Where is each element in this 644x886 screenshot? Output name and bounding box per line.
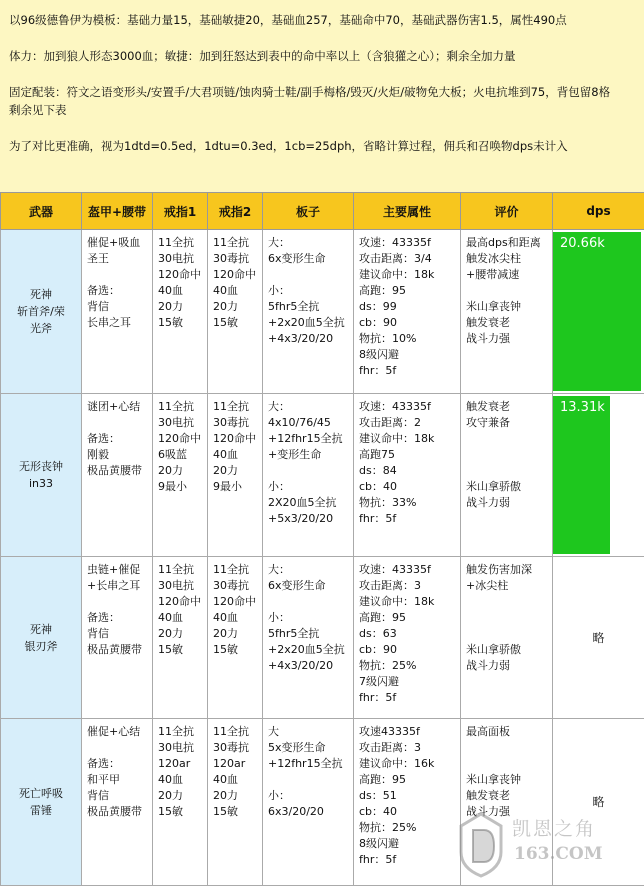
cell-line: 攻击距离：3	[359, 578, 456, 594]
cell-line: 银刃斧	[3, 638, 79, 655]
cell-line: 40血	[213, 772, 258, 788]
cell-line: 虫链+催促	[87, 562, 148, 578]
cell-line: 11全抗	[213, 399, 258, 415]
cell-line: 15敏	[213, 804, 258, 820]
table-row	[1, 230, 644, 394]
cell-line: 15敏	[213, 315, 258, 331]
cell-line: in33	[3, 475, 79, 492]
cell-line: 20力	[158, 788, 203, 804]
cell-line: 高跑：95	[359, 283, 456, 299]
cell-line: 30电抗	[158, 578, 203, 594]
cell-line: +5x3/20/20	[268, 511, 349, 527]
charm-board-cell	[263, 230, 354, 394]
cell-line: 7级闪避	[359, 674, 456, 690]
cell-line: 和平甲	[87, 772, 148, 788]
cell-line: 11全抗	[213, 562, 258, 578]
cell-line: 攻击距离：3/4	[359, 251, 456, 267]
cell-line: 40血	[158, 772, 203, 788]
cell-line: 大	[268, 724, 349, 740]
cell-line: 死神	[3, 286, 79, 303]
cell-line: 11全抗	[213, 235, 258, 251]
cell-line: 攻击距离：3	[359, 740, 456, 756]
weapon-cell	[1, 394, 82, 557]
intro-notes	[0, 0, 644, 192]
spacer	[466, 626, 548, 642]
cell-line: 120命中	[158, 431, 203, 447]
watermark-domain: 163.COM	[514, 844, 603, 864]
cell-line: 20力	[213, 626, 258, 642]
cell-line: 15敏	[158, 642, 203, 658]
cell-line: fhr：5f	[359, 690, 456, 706]
cell-line: +冰尖柱	[466, 578, 548, 594]
dps-bar: 13.31k	[553, 396, 610, 554]
cell-line: 物抗：25%	[359, 820, 456, 836]
cell-line: 米山拿骄傲	[466, 642, 548, 658]
cell-line: fhr：5f	[359, 852, 456, 868]
cell-line: cb：40	[359, 479, 456, 495]
cell-line: +12fhr15全抗	[268, 431, 349, 447]
cell-line: 40血	[213, 447, 258, 463]
dps-cell	[553, 557, 644, 719]
cell-line: fhr：5f	[359, 511, 456, 527]
column-header-armor: 盔甲+腰带	[82, 193, 153, 230]
cell-line: ds：63	[359, 626, 456, 642]
cell-line: 6x变形生命	[268, 578, 349, 594]
intro-gear-line	[9, 83, 638, 119]
intro-template-line: 以96级德鲁伊为模板：基础力量15，基础敏捷20，基础血257，基础命中70，基础武器伤害1.5，属性490点	[9, 11, 638, 29]
dps-bar: 20.66k	[553, 232, 641, 391]
cell-line: 备选：	[87, 756, 148, 772]
cell-line: +2x20血5全抗	[268, 642, 349, 658]
cell-line: 40血	[213, 610, 258, 626]
cell-line: 备选：	[87, 431, 148, 447]
cell-line: 建议命中：18k	[359, 267, 456, 283]
cell-line: ds：99	[359, 299, 456, 315]
cell-line: 大：	[268, 235, 349, 251]
cell-line: 背信	[87, 788, 148, 804]
cell-line: fhr：5f	[359, 363, 456, 379]
cell-line: 120命中	[158, 267, 203, 283]
cell-line: 攻击距离：2	[359, 415, 456, 431]
cell-line: 9最小	[213, 479, 258, 495]
cell-line: 战斗力强	[466, 804, 548, 820]
main-stats-cell	[354, 557, 461, 719]
cell-line: 战斗力弱	[466, 495, 548, 511]
armor-belt-cell	[82, 394, 153, 557]
build-comparison-table	[0, 192, 644, 886]
cell-line: 背信	[87, 626, 148, 642]
dps-omitted-label: 略	[553, 557, 644, 718]
column-header-eval: 评价	[461, 193, 553, 230]
cell-line: 15敏	[158, 804, 203, 820]
cell-line: 40血	[158, 610, 203, 626]
cell-line: 雷锤	[3, 802, 79, 819]
spacer	[87, 267, 148, 283]
cell-line: 物抗：25%	[359, 658, 456, 674]
cell-line: 攻守兼备	[466, 415, 548, 431]
spacer	[466, 594, 548, 610]
cell-line: 死亡呼吸	[3, 785, 79, 802]
cell-line: 15敏	[158, 315, 203, 331]
spacer	[466, 431, 548, 447]
cell-line: 20力	[158, 463, 203, 479]
cell-line: 30电抗	[158, 251, 203, 267]
cell-line: 高跑：95	[359, 772, 456, 788]
cell-line: +长串之耳	[87, 578, 148, 594]
cell-line: 9最小	[158, 479, 203, 495]
column-header-stats: 主要属性	[354, 193, 461, 230]
cell-line: +变形生命	[268, 447, 349, 463]
charm-board-cell	[263, 719, 354, 886]
spacer	[268, 772, 349, 788]
main-stats-cell	[354, 230, 461, 394]
column-header-ring2: 戒指2	[208, 193, 263, 230]
spacer	[87, 415, 148, 431]
cell-line: cb：90	[359, 315, 456, 331]
intro-assumption-line: 为了对比更准确，视为1dtd=0.5ed，1dtu=0.3ed，1cb=25dph，省略计算过程，佣兵和召唤物dps未计入	[9, 137, 638, 155]
spacer	[268, 594, 349, 610]
spacer	[268, 267, 349, 283]
cell-line: 30电抗	[158, 740, 203, 756]
dps-omitted-label: 略	[553, 719, 644, 885]
cell-line: 备选：	[87, 283, 148, 299]
cell-line: 极品黄腰带	[87, 642, 148, 658]
cell-line: 无形丧钟	[3, 458, 79, 475]
cell-line: 30毒抗	[213, 740, 258, 756]
weapon-cell	[1, 719, 82, 886]
cell-line: 小：	[268, 283, 349, 299]
cell-line: 20力	[213, 463, 258, 479]
cell-line: 120命中	[213, 594, 258, 610]
cell-line: 40血	[213, 283, 258, 299]
intro-allocation-line: 体力：加到狼人形态3000血；敏捷：加到狂怒达到表中的命中率以上（含狼獾之心）；剩余全加力量	[9, 47, 638, 65]
cell-line: 斩首斧/荣	[3, 303, 79, 320]
cell-line: 光斧	[3, 320, 79, 337]
ring2-cell	[208, 557, 263, 719]
cell-line: 30毒抗	[213, 578, 258, 594]
cell-line: 战斗力弱	[466, 658, 548, 674]
cell-line: 高跑：95	[359, 610, 456, 626]
cell-line: 20力	[158, 626, 203, 642]
cell-line: 5fhr5全抗	[268, 626, 349, 642]
table-row	[1, 719, 644, 886]
spacer	[466, 740, 548, 756]
spacer	[268, 463, 349, 479]
cell-line: 20力	[158, 299, 203, 315]
spacer	[466, 610, 548, 626]
cell-line: 6吸蓝	[158, 447, 203, 463]
cell-line: +腰带减速	[466, 267, 548, 283]
cell-line: 谜团+心结	[87, 399, 148, 415]
cell-line: 极品黄腰带	[87, 804, 148, 820]
cell-line: 11全抗	[158, 399, 203, 415]
cell-line: 小：	[268, 788, 349, 804]
cell-line: ds：84	[359, 463, 456, 479]
charm-board-cell	[263, 394, 354, 557]
armor-belt-cell	[82, 557, 153, 719]
cell-line: ds：51	[359, 788, 456, 804]
armor-belt-cell	[82, 719, 153, 886]
cell-line: 40血	[158, 283, 203, 299]
cell-line: 攻速：43335f	[359, 562, 456, 578]
ring2-cell	[208, 394, 263, 557]
dps-cell	[553, 230, 644, 394]
cell-line: 8级闪避	[359, 836, 456, 852]
spacer	[466, 447, 548, 463]
cell-line: 死神	[3, 621, 79, 638]
evaluation-cell	[461, 557, 553, 719]
table-header-row	[1, 193, 644, 230]
evaluation-cell	[461, 394, 553, 557]
main-stats-cell	[354, 719, 461, 886]
cell-line: 极品黄腰带	[87, 463, 148, 479]
cell-line: 触发衰老	[466, 315, 548, 331]
cell-line: 背信	[87, 299, 148, 315]
cell-line: 米山拿骄傲	[466, 479, 548, 495]
intro-gear-text: 固定配装：符文之语变形头/安置手/大君项链/蚀肉骑士鞋/副手梅格/毁灭/火炬/破物免大板；火电抗堆到75，背包留8格	[9, 85, 610, 99]
weapon-cell	[1, 557, 82, 719]
cell-line: 30电抗	[158, 415, 203, 431]
column-header-ring1: 戒指1	[153, 193, 208, 230]
cell-line: 小：	[268, 610, 349, 626]
cell-line: 30毒抗	[213, 251, 258, 267]
cell-line: +4x3/20/20	[268, 658, 349, 674]
cell-line: 攻速：43335f	[359, 399, 456, 415]
main-stats-cell	[354, 394, 461, 557]
cell-line: 备选：	[87, 610, 148, 626]
cell-line: 米山拿丧钟	[466, 772, 548, 788]
cell-line: 长串之耳	[87, 315, 148, 331]
cell-line: 最高面板	[466, 724, 548, 740]
cell-line: 11全抗	[158, 562, 203, 578]
cell-line: 20力	[213, 299, 258, 315]
table-row	[1, 394, 644, 557]
cell-line: 5fhr5全抗	[268, 299, 349, 315]
cell-line: 120ar	[213, 756, 258, 772]
watermark-text: 凯恩之角	[512, 814, 596, 841]
ring1-cell	[153, 557, 208, 719]
cell-line: 催促+吸血	[87, 235, 148, 251]
cell-line: 6x变形生命	[268, 251, 349, 267]
spacer	[466, 283, 548, 299]
cell-line: 建议命中：18k	[359, 431, 456, 447]
cell-line: 物抗：10%	[359, 331, 456, 347]
cell-line: 触发衰老	[466, 788, 548, 804]
dps-cell	[553, 719, 644, 886]
spacer	[466, 756, 548, 772]
cell-line: cb：90	[359, 642, 456, 658]
evaluation-cell	[461, 719, 553, 886]
cell-line: 触发衰老	[466, 399, 548, 415]
spacer	[87, 740, 148, 756]
column-header-dps: dps	[553, 193, 644, 230]
spacer	[87, 594, 148, 610]
intro-gear-rest: 剩余见下表	[9, 103, 67, 117]
cell-line: +12fhr15全抗	[268, 756, 349, 772]
cell-line: 120命中	[213, 431, 258, 447]
cell-line: 2X20血5全抗	[268, 495, 349, 511]
cell-line: 战斗力强	[466, 331, 548, 347]
table-row	[1, 557, 644, 719]
evaluation-cell	[461, 230, 553, 394]
ring1-cell	[153, 394, 208, 557]
cell-line: 催促+心结	[87, 724, 148, 740]
cell-line: cb：40	[359, 804, 456, 820]
cell-line: 8级闪避	[359, 347, 456, 363]
cell-line: +2x20血5全抗	[268, 315, 349, 331]
ring1-cell	[153, 719, 208, 886]
cell-line: 触发伤害加深	[466, 562, 548, 578]
cell-line: 11全抗	[158, 235, 203, 251]
cell-line: 15敏	[213, 642, 258, 658]
cell-line: 20力	[213, 788, 258, 804]
cell-line: 最高dps和距离	[466, 235, 548, 251]
cell-line: 11全抗	[213, 724, 258, 740]
cell-line: 120命中	[158, 594, 203, 610]
cell-line: 触发冰尖柱	[466, 251, 548, 267]
cell-line: 攻速：43335f	[359, 235, 456, 251]
cell-line: 攻速43335f	[359, 724, 456, 740]
cell-line: 建议命中：18k	[359, 594, 456, 610]
cell-line: 物抗：33%	[359, 495, 456, 511]
weapon-cell	[1, 230, 82, 394]
charm-board-cell	[263, 557, 354, 719]
cell-line: +4x3/20/20	[268, 331, 349, 347]
spacer	[466, 463, 548, 479]
cell-line: 刚毅	[87, 447, 148, 463]
cell-line: 5x变形生命	[268, 740, 349, 756]
cell-line: 4x10/76/45	[268, 415, 349, 431]
cell-line: 圣王	[87, 251, 148, 267]
dps-cell	[553, 394, 644, 557]
cell-line: 米山拿丧钟	[466, 299, 548, 315]
cell-line: 6x3/20/20	[268, 804, 349, 820]
ring2-cell	[208, 230, 263, 394]
cell-line: 大：	[268, 562, 349, 578]
cell-line: 大：	[268, 399, 349, 415]
cell-line: 120ar	[158, 756, 203, 772]
cell-line: 11全抗	[158, 724, 203, 740]
cell-line: 高跑75	[359, 447, 456, 463]
cell-line: 小：	[268, 479, 349, 495]
ring1-cell	[153, 230, 208, 394]
cell-line: 30毒抗	[213, 415, 258, 431]
armor-belt-cell	[82, 230, 153, 394]
column-header-board: 板子	[263, 193, 354, 230]
cell-line: 120命中	[213, 267, 258, 283]
ring2-cell	[208, 719, 263, 886]
column-header-weapon: 武器	[1, 193, 82, 230]
cell-line: 建议命中：16k	[359, 756, 456, 772]
